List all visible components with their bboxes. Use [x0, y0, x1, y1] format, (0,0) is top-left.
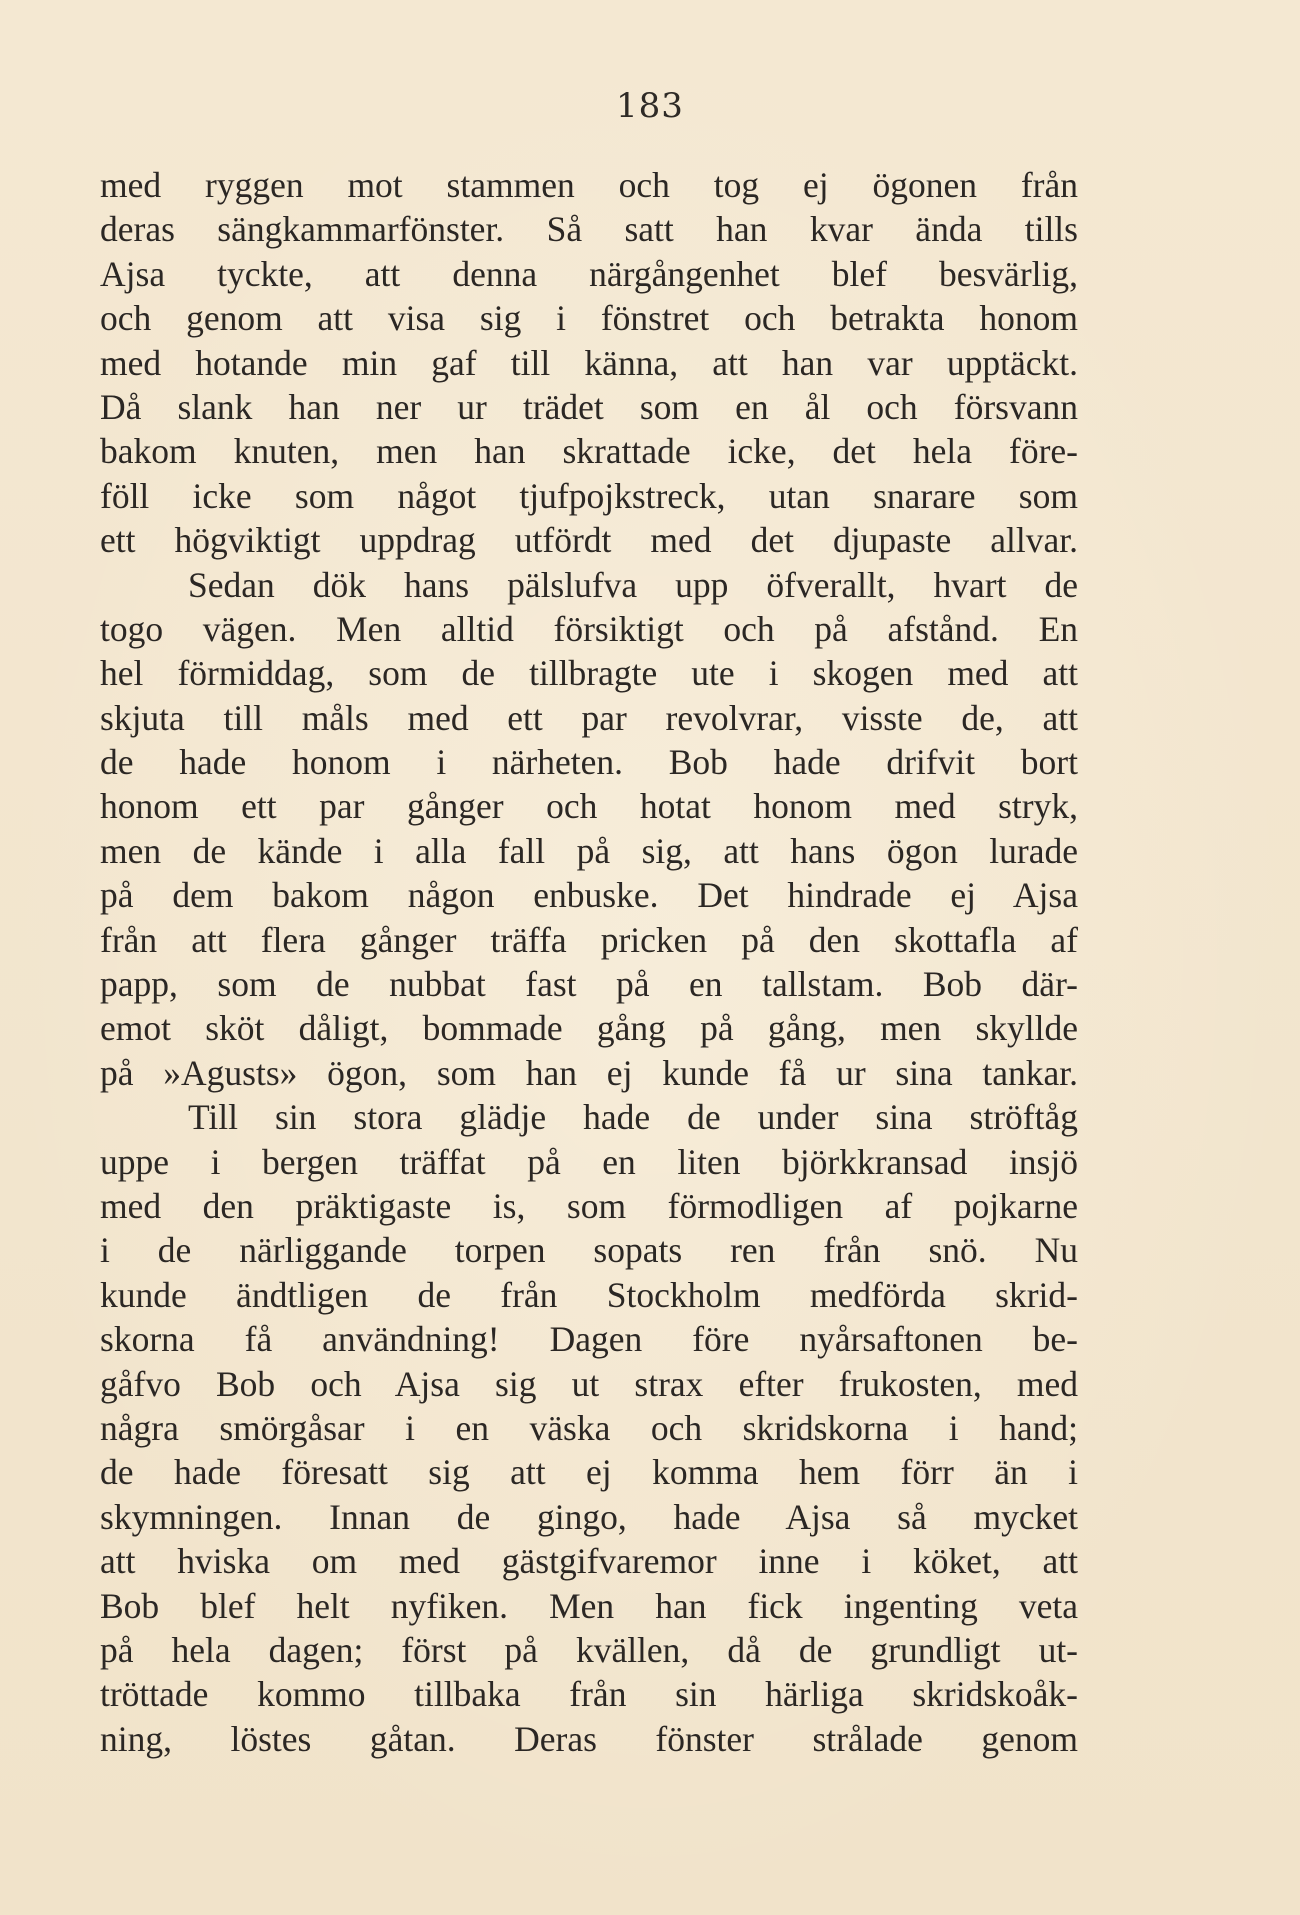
text-line: papp, som de nubbat fast på en tallstam. Bob där-: [100, 964, 1078, 1005]
text-line: i de närliggande torpen sopats ren från snö. Nu: [100, 1230, 1078, 1271]
text-line: de hade honom i närheten. Bob hade drifvit bort: [100, 742, 1078, 783]
text-line: togo vägen. Men alltid försiktigt och på afstånd. En: [100, 608, 1078, 649]
text-line: uppe i bergen träffat på en liten björkkransad insjö: [100, 1141, 1078, 1182]
text-line: ning, löstes gåtan. Deras fönster strålade genom: [100, 1718, 1078, 1759]
text-line: skjuta till måls med ett par revolvrar, visste de, att: [100, 697, 1078, 738]
text-line: hel förmiddag, som de tillbragte ute i skogen med att: [100, 653, 1078, 694]
text-line: Då slank han ner ur trädet som en ål och försvann: [100, 386, 1078, 427]
text-line: gåfvo Bob och Ajsa sig ut strax efter frukosten, med: [100, 1363, 1078, 1404]
text-line: med den präktigaste is, som förmodligen af pojkarne: [100, 1185, 1078, 1226]
text-line: bakom knuten, men han skrattade icke, det hela före-: [100, 431, 1078, 472]
text-line: på »Agusts» ögon, som han ej kunde få ur sina tankar.: [100, 1052, 1078, 1093]
text-line: och genom att visa sig i fönstret och betrakta honom: [100, 298, 1078, 339]
text-line: med ryggen mot stammen och tog ej ögonen från: [100, 165, 1078, 205]
text-line: emot sköt dåligt, bommade gång på gång, men skyllde: [100, 1008, 1078, 1049]
text-line: med hotande min gaf till känna, att han var upptäckt.: [100, 342, 1078, 383]
text-line: men de kände i alla fall på sig, att hans ögon lurade: [100, 830, 1078, 871]
text-line: Ajsa tyckte, att denna närgångenhet blef besvärlig,: [100, 253, 1078, 294]
body-text: [100, 163, 1078, 1761]
text-line: skymningen. Innan de gingo, hade Ajsa så mycket: [100, 1496, 1078, 1537]
text-line: Till sin stora glädje hade de under sina ströftåg: [188, 1097, 1078, 1138]
text-line: att hviska om med gästgifvaremor inne i köket, att: [100, 1541, 1078, 1582]
text-line: några smörgåsar i en väska och skridskorna i hand;: [100, 1407, 1078, 1448]
text-line: ett högviktigt uppdrag utfördt med det djupaste allvar.: [100, 520, 1078, 561]
text-line: de hade föresatt sig att ej komma hem förr än i: [100, 1452, 1078, 1493]
text-line: kunde ändtligen de från Stockholm medförda skrid-: [100, 1274, 1078, 1315]
text-line: Bob blef helt nyfiken. Men han fick ingenting veta: [100, 1585, 1078, 1626]
text-line: på hela dagen; först på kvällen, då de grundligt ut-: [100, 1629, 1078, 1670]
page-number: 183: [616, 86, 684, 126]
text-line: på dem bakom någon enbuske. Det hindrade ej Ajsa: [100, 875, 1078, 916]
text-line: Sedan dök hans pälslufva upp öfverallt, hvart de: [188, 564, 1078, 605]
text-line: tröttade kommo tillbaka från sin härliga skridskoåk-: [100, 1674, 1078, 1715]
text-line: föll icke som något tjufpojkstreck, utan snarare som: [100, 475, 1078, 516]
text-line: skorna få användning! Dagen före nyårsaftonen be-: [100, 1319, 1078, 1360]
text-line: från att flera gånger träffa pricken på den skottafla af: [100, 919, 1078, 960]
text-line: deras sängkammarfönster. Så satt han kvar ända tills: [100, 209, 1078, 250]
text-line: honom ett par gånger och hotat honom med stryk,: [100, 786, 1078, 827]
